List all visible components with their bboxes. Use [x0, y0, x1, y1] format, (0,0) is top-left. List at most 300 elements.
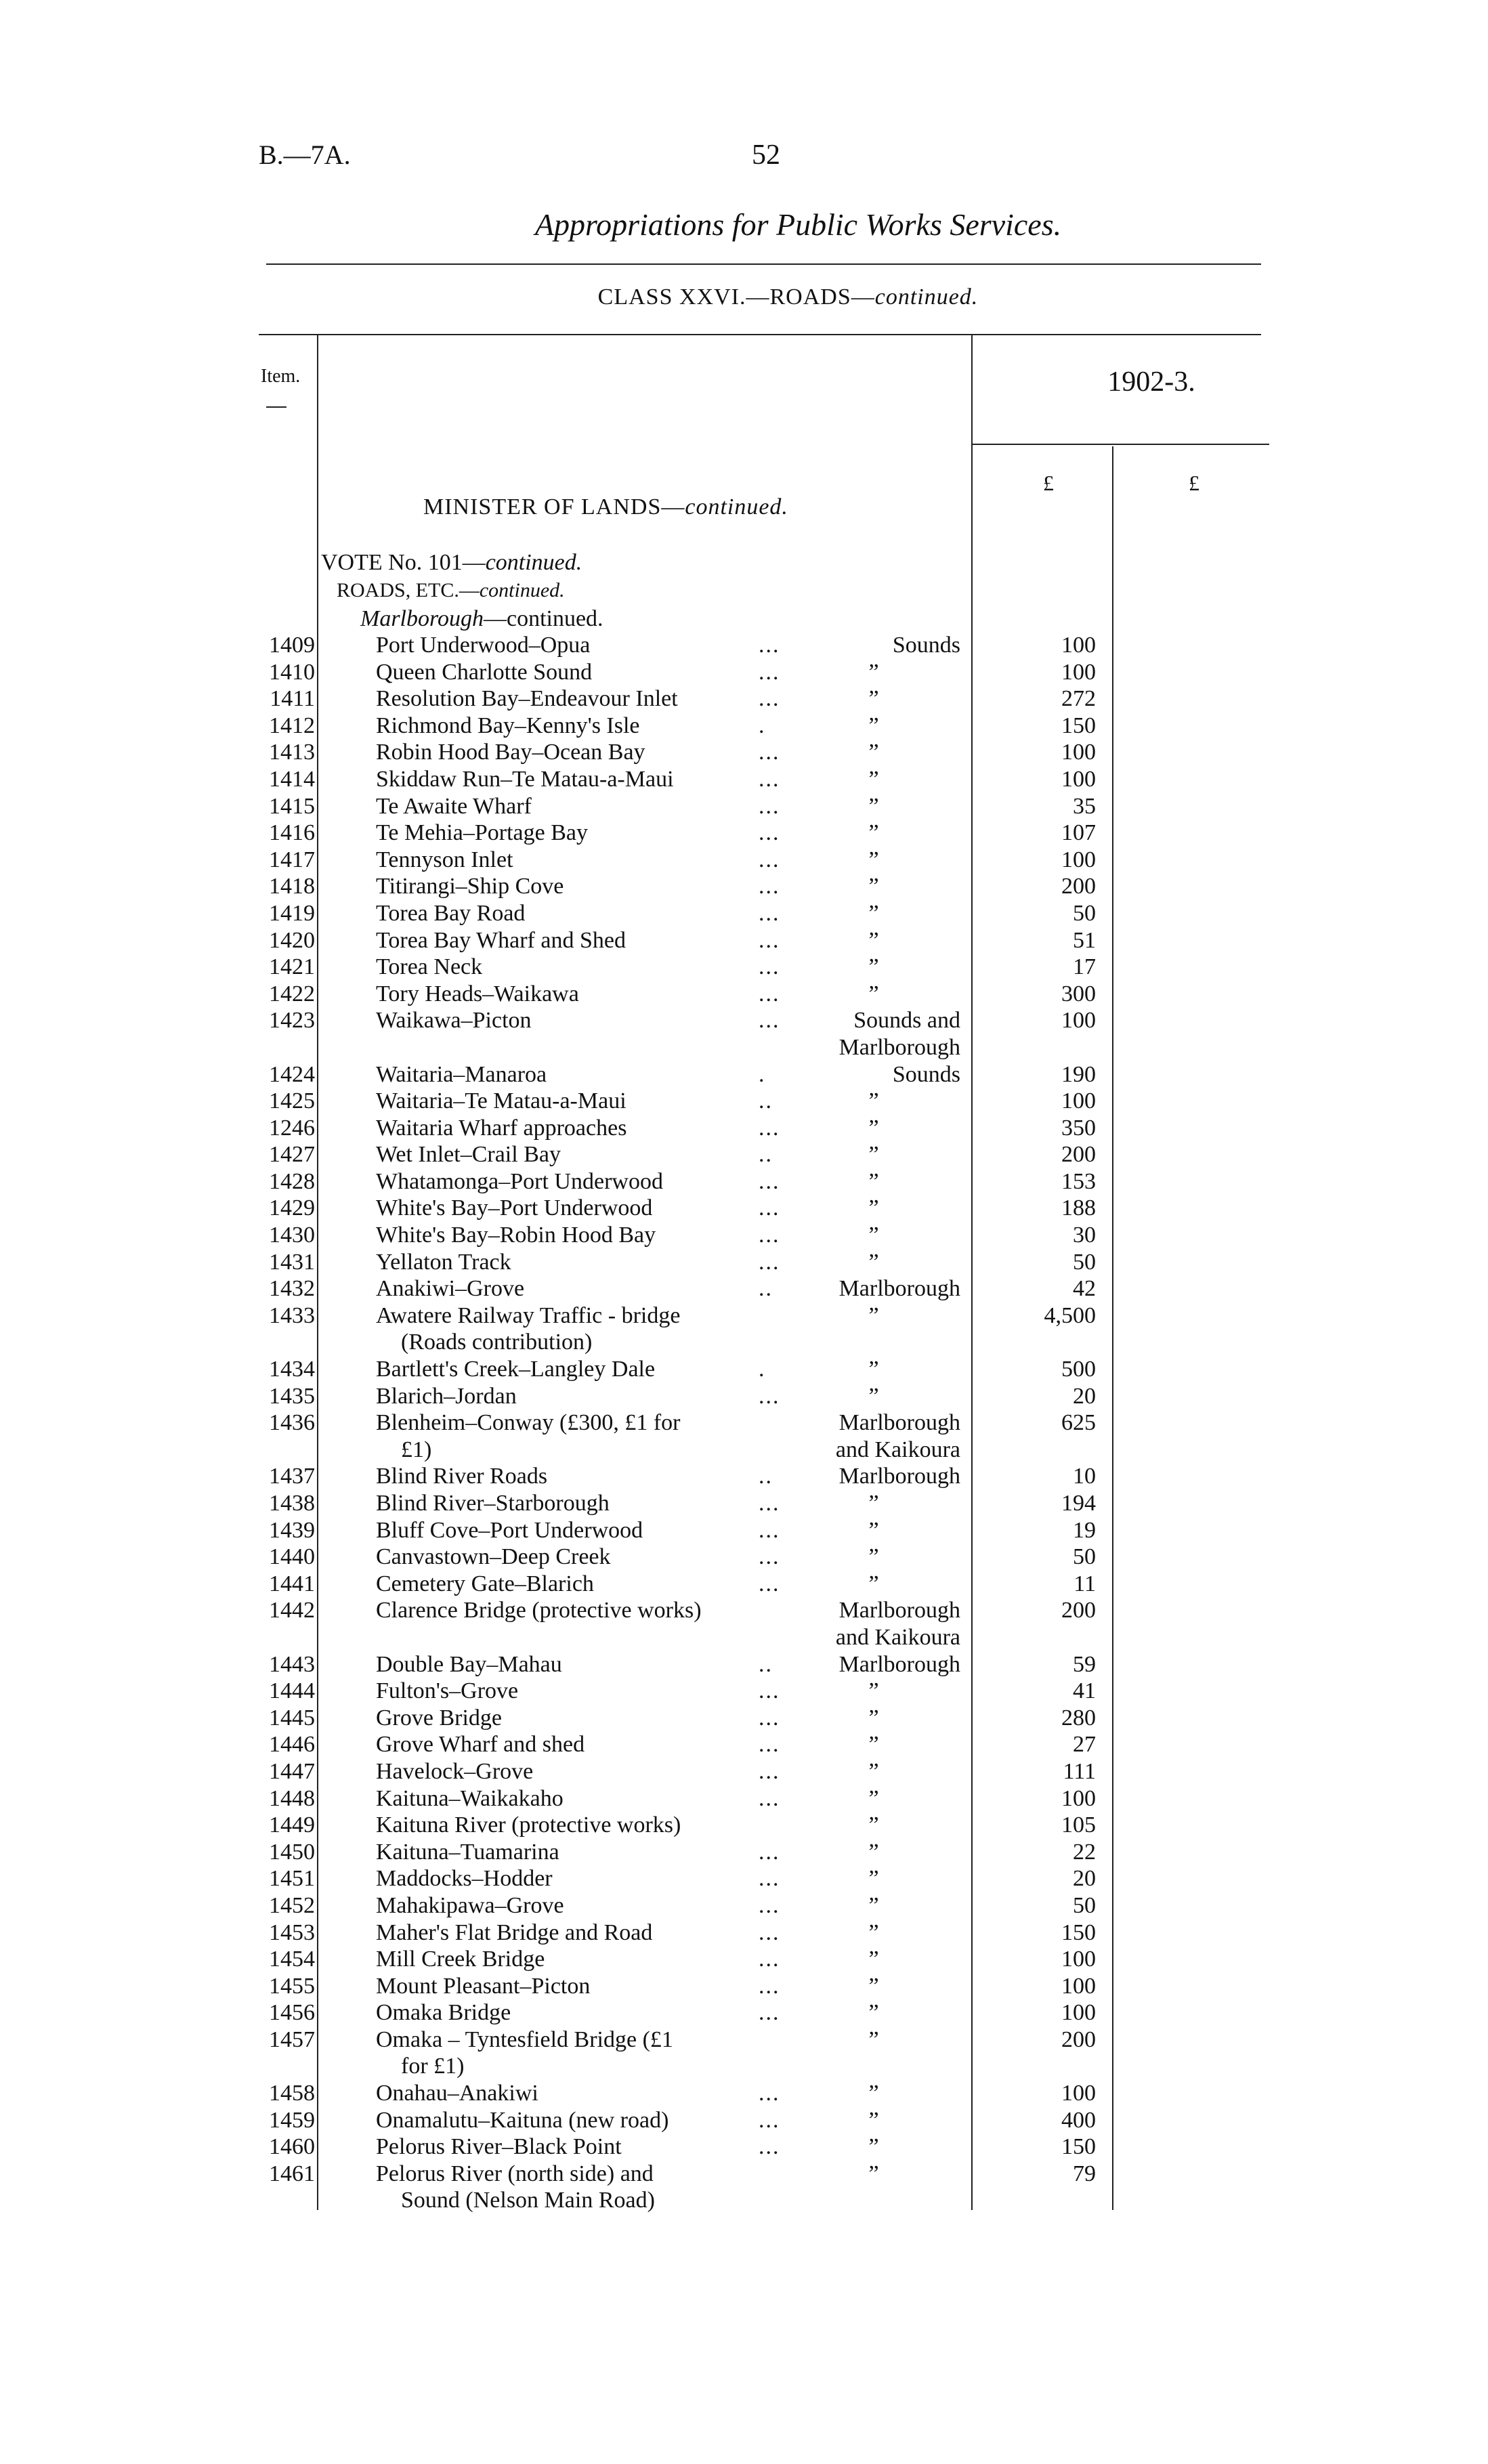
item-number: 1429: [269, 1195, 315, 1221]
item-number: 1453: [269, 1919, 315, 1945]
table-row: [0, 1758, 1488, 1785]
ministry-text: MINISTER OF LANDS—: [423, 494, 685, 519]
item-number: 1444: [269, 1678, 315, 1704]
leader-dots: ...: [759, 1678, 780, 1704]
table-row-line: [0, 1275, 1488, 1302]
item-number: 1422: [269, 981, 315, 1006]
item-number: 1409: [269, 633, 315, 658]
table-row-line: [0, 1302, 1488, 1330]
work-name: Onahau–Anakiwi: [376, 2081, 538, 2106]
item-number: 1415: [269, 793, 315, 819]
amount: 150: [1061, 713, 1096, 738]
district: ”: [868, 740, 879, 765]
item-number: 1428: [269, 1168, 315, 1194]
work-name: Richmond Bay–Kenny's Isle: [376, 713, 640, 738]
table-row-line: [0, 1919, 1488, 1947]
table-row-line: [0, 1785, 1488, 1812]
table-row: [0, 820, 1488, 847]
item-number: 1443: [269, 1651, 315, 1677]
work-name: Kaituna–Waikakaho: [376, 1785, 564, 1811]
district: Marlborough: [838, 1651, 960, 1677]
roads-heading: [337, 579, 565, 602]
appropriations-table: [0, 632, 1488, 2214]
district: ”: [868, 1785, 879, 1811]
item-number: 1458: [269, 2081, 315, 2106]
amount: 30: [1073, 1223, 1096, 1248]
table-row-line: [0, 1007, 1488, 1034]
work-name: Cemetery Gate–Blarich: [376, 1571, 594, 1596]
leader-dots: ...: [759, 1785, 780, 1811]
item-number: 1452: [269, 1892, 315, 1918]
amount: 79: [1073, 2161, 1096, 2186]
item-number: 1460: [269, 2134, 315, 2160]
amount: 4,500: [1044, 1302, 1096, 1328]
table-row: [0, 1946, 1488, 1973]
table-row: [0, 2080, 1488, 2107]
table-row: [0, 847, 1488, 874]
district: Marlborough: [838, 1464, 960, 1489]
item-number: 1414: [269, 766, 315, 792]
leader-dots: ..: [759, 1142, 773, 1168]
district: ”: [868, 1866, 879, 1892]
item-number: 1438: [269, 1491, 315, 1516]
item-number: 1417: [269, 847, 315, 872]
leader-dots: ..: [759, 1651, 773, 1677]
amount: 100: [1061, 1088, 1096, 1114]
work-name: Canvastown–Deep Creek: [376, 1544, 611, 1570]
district: ”: [868, 1973, 879, 1999]
divider: [266, 263, 1261, 265]
table-row: [0, 1141, 1488, 1168]
table-row: [0, 1651, 1488, 1678]
table-row-line: [0, 1651, 1488, 1678]
item-number: 1446: [269, 1732, 315, 1758]
district: ”: [868, 1678, 879, 1704]
work-name: Titirangi–Ship Cove: [376, 874, 564, 899]
table-row-line: [0, 1705, 1488, 1732]
district: ”: [868, 900, 879, 926]
table-row: [0, 1731, 1488, 1758]
district: ”: [868, 2107, 879, 2133]
table-row-line: [0, 981, 1488, 1008]
amount: 500: [1061, 1357, 1096, 1382]
work-name: Skiddaw Run–Te Matau-a-Maui: [376, 766, 674, 792]
work-name: Waikawa–Picton: [376, 1008, 532, 1034]
table-row-line: [0, 1034, 1488, 1061]
table-row: [0, 1919, 1488, 1947]
table-row-line: [0, 632, 1488, 659]
ministry-heading: [423, 494, 788, 520]
work-name: Blind River Roads: [376, 1464, 548, 1489]
leader-dots: ...: [759, 1571, 780, 1596]
district: ”: [868, 1517, 879, 1543]
vote-suffix: continued.: [485, 550, 582, 575]
work-name: Maher's Flat Bridge and Road: [376, 1919, 653, 1945]
leader-dots: .: [759, 1357, 766, 1382]
item-number: 1445: [269, 1705, 315, 1730]
amount: 100: [1061, 1785, 1096, 1811]
leader-dots: ...: [759, 1947, 780, 1972]
amount: 27: [1073, 1732, 1096, 1758]
leader-dots: ...: [759, 1758, 780, 1784]
table-row-line: [0, 1973, 1488, 2000]
item-number: 1413: [269, 740, 315, 765]
item-number: 1434: [269, 1357, 315, 1382]
leader-dots: ...: [759, 766, 780, 792]
table-row-line: [0, 2107, 1488, 2134]
leader-dots: ...: [759, 793, 780, 819]
work-name: Waitaria Wharf approaches: [376, 1115, 627, 1141]
district: ”: [868, 1195, 879, 1221]
district: ”: [868, 1947, 879, 1972]
district: Marlborough: [838, 1276, 960, 1302]
district: Marlborough: [838, 1410, 960, 1436]
amount: 100: [1061, 659, 1096, 685]
item-number: 1448: [269, 1785, 315, 1811]
table-row: [0, 1168, 1488, 1195]
district: ”: [868, 1491, 879, 1516]
district: ”: [868, 1142, 879, 1168]
amount: 105: [1061, 1812, 1096, 1838]
table-row: [0, 1409, 1488, 1463]
table-row-line: [0, 1356, 1488, 1383]
table-row-line: [0, 1758, 1488, 1785]
table-row-line: [0, 1946, 1488, 1973]
table-row: [0, 1275, 1488, 1302]
table-row: [0, 2161, 1488, 2214]
table-row: [0, 685, 1488, 713]
item-header-dash: [266, 406, 286, 408]
district: ”: [868, 1705, 879, 1730]
district: ”: [868, 1544, 879, 1570]
work-name: Awatere Railway Traffic - bridge: [376, 1302, 681, 1328]
table-row: [0, 659, 1488, 686]
item-number: 1432: [269, 1276, 315, 1302]
table-row-line: [0, 1141, 1488, 1168]
leader-dots: ...: [759, 633, 780, 658]
year-column-header: 1902-3.: [1107, 366, 1195, 398]
table-row-line: [0, 2161, 1488, 2188]
district: ”: [868, 793, 879, 819]
table-row-line: [0, 1517, 1488, 1544]
table-row-line: [0, 1839, 1488, 1866]
amount: 150: [1061, 1919, 1096, 1945]
item-number: 1441: [269, 1571, 315, 1596]
table-row: [0, 1383, 1488, 1410]
leader-dots: ...: [759, 1705, 780, 1730]
table-row: [0, 793, 1488, 820]
district: Marlborough: [838, 1034, 960, 1060]
amount: 194: [1061, 1491, 1096, 1516]
item-number: 1457: [269, 2026, 315, 2052]
amount: 50: [1073, 900, 1096, 926]
amount: 153: [1061, 1168, 1096, 1194]
amount: 280: [1061, 1705, 1096, 1730]
leader-dots: ...: [759, 820, 780, 846]
amount: 100: [1061, 2081, 1096, 2106]
amount: 17: [1073, 954, 1096, 980]
currency-header-2: £: [1189, 471, 1199, 495]
table-row: [0, 2133, 1488, 2161]
work-name: Torea Bay Road: [376, 900, 526, 926]
leader-dots: ...: [759, 874, 780, 899]
table-row-line: [0, 954, 1488, 981]
leader-dots: ...: [759, 1517, 780, 1543]
work-name: Grove Bridge: [376, 1705, 503, 1730]
item-number: 1435: [269, 1383, 315, 1409]
table-row-line: [0, 793, 1488, 820]
class-heading-text: CLASS XXVI.—ROADS—: [597, 284, 875, 310]
work-name: Tennyson Inlet: [376, 847, 513, 872]
year-header-rule: [971, 444, 1269, 445]
leader-dots: ...: [759, 2134, 780, 2160]
district: Sounds and: [853, 1008, 960, 1034]
work-name: White's Bay–Robin Hood Bay: [376, 1223, 656, 1248]
district: ”: [868, 1758, 879, 1784]
district: ”: [868, 1812, 879, 1838]
work-name: Torea Bay Wharf and Shed: [376, 927, 626, 953]
table-row: [0, 1812, 1488, 1839]
leader-dots: ...: [759, 2081, 780, 2106]
amount: 272: [1061, 686, 1096, 712]
item-number: 1456: [269, 2000, 315, 2026]
table-row-line: [0, 1463, 1488, 1490]
district: ”: [868, 874, 879, 899]
leader-dots: ...: [759, 1866, 780, 1892]
amount: 35: [1073, 793, 1096, 819]
table-row: [0, 1785, 1488, 1812]
leader-dots: ...: [759, 900, 780, 926]
item-number: 1455: [269, 1973, 315, 1999]
table-row: [0, 1302, 1488, 1356]
item-number: 1439: [269, 1517, 315, 1543]
item-number: 1427: [269, 1142, 315, 1168]
leader-dots: ..: [759, 1464, 773, 1489]
amount: 22: [1073, 1839, 1096, 1865]
district-group-name: Marlborough: [360, 606, 484, 631]
item-number: 1431: [269, 1249, 315, 1275]
work-name: Blind River–Starborough: [376, 1491, 610, 1516]
district: Marlborough: [838, 1598, 960, 1623]
class-heading: [0, 284, 1488, 310]
item-number: 1412: [269, 713, 315, 738]
item-number: 1461: [269, 2161, 315, 2186]
amount: 625: [1061, 1410, 1096, 1436]
item-number: 1410: [269, 659, 315, 685]
leader-dots: ...: [759, 1115, 780, 1141]
table-row: [0, 1571, 1488, 1598]
leader-dots: ...: [759, 1383, 780, 1409]
item-number: 1450: [269, 1839, 315, 1865]
table-row: [0, 1839, 1488, 1866]
amount: 150: [1061, 2134, 1096, 2160]
district-group-heading: [360, 606, 603, 632]
amount: 200: [1061, 1142, 1096, 1168]
table-row-line: [0, 2053, 1488, 2080]
item-number: 1411: [270, 686, 315, 712]
work-name: White's Bay–Port Underwood: [376, 1195, 653, 1221]
table-row-line: [0, 1115, 1488, 1142]
work-name: Mount Pleasant–Picton: [376, 1973, 591, 1999]
leader-dots: ...: [759, 1491, 780, 1516]
work-name: (Roads contribution): [401, 1330, 593, 1355]
leader-dots: ...: [759, 1973, 780, 1999]
work-name: Omaka Bridge: [376, 2000, 511, 2026]
amount: 50: [1073, 1892, 1096, 1918]
table-row-line: [0, 1999, 1488, 2026]
amount: 400: [1061, 2107, 1096, 2133]
district: ”: [868, 2134, 879, 2160]
leader-dots: ...: [759, 847, 780, 872]
table-row: [0, 981, 1488, 1008]
table-row-line: [0, 1383, 1488, 1410]
leader-dots: ...: [759, 1008, 780, 1034]
work-name: Yellaton Track: [376, 1249, 511, 1275]
table-row-line: [0, 1865, 1488, 1892]
table-row: [0, 2026, 1488, 2080]
leader-dots: ...: [759, 659, 780, 685]
table-row: [0, 766, 1488, 793]
table-row-line: [0, 1409, 1488, 1437]
table-row-line: [0, 1222, 1488, 1249]
work-name: Omaka – Tyntesfield Bridge (£1: [376, 2026, 673, 2052]
item-number: 1430: [269, 1223, 315, 1248]
roads-suffix: continued.: [479, 579, 565, 601]
table-row-line: [0, 1544, 1488, 1571]
table-row-line: [0, 1812, 1488, 1839]
vote-heading: [321, 550, 582, 576]
item-number: 1418: [269, 874, 315, 899]
leader-dots: .: [759, 1061, 766, 1087]
district: ”: [868, 927, 879, 953]
amount: 42: [1073, 1276, 1096, 1302]
work-name: Blenheim–Conway (£300, £1 for: [376, 1410, 681, 1436]
district: ”: [868, 1088, 879, 1114]
district: ”: [868, 1383, 879, 1409]
leader-dots: ...: [759, 740, 780, 765]
table-row: [0, 1088, 1488, 1115]
table-row: [0, 873, 1488, 900]
work-name: Clarence Bridge (protective works): [376, 1598, 702, 1623]
work-name: Anakiwi–Grove: [376, 1276, 525, 1302]
work-name: for £1): [401, 2054, 465, 2079]
table-row-line: [0, 766, 1488, 793]
class-heading-suffix: continued.: [874, 284, 979, 310]
amount: 100: [1061, 2000, 1096, 2026]
work-name: Sound (Nelson Main Road): [401, 2188, 655, 2213]
amount: 200: [1061, 1598, 1096, 1623]
work-name: Kaituna–Tuamarina: [376, 1839, 559, 1865]
table-row-line: [0, 927, 1488, 954]
page-title: Appropriations for Public Works Services.: [534, 207, 1062, 242]
table-row-line: [0, 659, 1488, 686]
leader-dots: ...: [759, 1249, 780, 1275]
district: ”: [868, 2000, 879, 2026]
work-name: Bartlett's Creek–Langley Dale: [376, 1357, 656, 1382]
district: ”: [868, 1892, 879, 1918]
item-number: 1437: [269, 1464, 315, 1489]
district: ”: [868, 954, 879, 980]
district: ”: [868, 981, 879, 1006]
work-name: Mill Creek Bridge: [376, 1947, 545, 1972]
table-row-line: [0, 847, 1488, 874]
amount: 188: [1061, 1195, 1096, 1221]
district: ”: [868, 1919, 879, 1945]
item-number: 1420: [269, 927, 315, 953]
table-row-line: [0, 2080, 1488, 2107]
table-row: [0, 739, 1488, 766]
leader-dots: ...: [759, 954, 780, 980]
table-row: [0, 927, 1488, 954]
table-row: [0, 954, 1488, 981]
table-row-line: [0, 1490, 1488, 1517]
page-number: 52: [752, 140, 780, 171]
table-row-line: [0, 1329, 1488, 1356]
table-row-line: [0, 1061, 1488, 1088]
table-row-line: [0, 1437, 1488, 1464]
work-name: Blarich–Jordan: [376, 1383, 517, 1409]
work-name: Robin Hood Bay–Ocean Bay: [376, 740, 645, 765]
work-name: Mahakipawa–Grove: [376, 1892, 564, 1918]
district: ”: [868, 1839, 879, 1865]
work-name: Wet Inlet–Crail Bay: [376, 1142, 561, 1168]
district: ”: [868, 2081, 879, 2106]
district: Sounds: [892, 633, 960, 658]
table-row-line: [0, 1088, 1488, 1115]
work-name: Pelorus River (north side) and: [376, 2161, 654, 2186]
district: ”: [868, 2026, 879, 2052]
amount: 300: [1061, 981, 1096, 1006]
table-row-line: [0, 1678, 1488, 1705]
table-row: [0, 1999, 1488, 2026]
table-row: [0, 1249, 1488, 1276]
table-row: [0, 1356, 1488, 1383]
item-number: 1421: [269, 954, 315, 980]
table-row-line: [0, 1597, 1488, 1624]
amount: 59: [1073, 1651, 1096, 1677]
table-row-line: [0, 900, 1488, 927]
leader-dots: ...: [759, 1892, 780, 1918]
leader-dots: ...: [759, 2107, 780, 2133]
item-number: 1424: [269, 1061, 315, 1087]
amount: 19: [1073, 1517, 1096, 1543]
work-name: Onamalutu–Kaituna (new road): [376, 2107, 669, 2133]
table-row: [0, 1115, 1488, 1142]
item-number: 1425: [269, 1088, 315, 1114]
table-row: [0, 1490, 1488, 1517]
vote-text: VOTE No. 101—: [321, 550, 486, 575]
amount: 100: [1061, 740, 1096, 765]
work-name: Grove Wharf and shed: [376, 1732, 585, 1758]
amount: 350: [1061, 1115, 1096, 1141]
item-number: 1419: [269, 900, 315, 926]
table-row-line: [0, 739, 1488, 766]
district-group-suffix: —continued.: [483, 606, 603, 631]
leader-dots: ...: [759, 2000, 780, 2026]
district: ”: [868, 686, 879, 712]
leader-dots: ...: [759, 1732, 780, 1758]
table-row: [0, 1678, 1488, 1705]
work-name: Fulton's–Grove: [376, 1678, 519, 1704]
work-name: Kaituna River (protective works): [376, 1812, 681, 1838]
leader-dots: ...: [759, 1168, 780, 1194]
amount: 100: [1061, 633, 1096, 658]
table-row: [0, 1195, 1488, 1222]
work-name: Torea Neck: [376, 954, 483, 980]
work-name: Waitaria–Te Matau-a-Maui: [376, 1088, 626, 1114]
leader-dots: ...: [759, 927, 780, 953]
table-row-line: [0, 685, 1488, 713]
